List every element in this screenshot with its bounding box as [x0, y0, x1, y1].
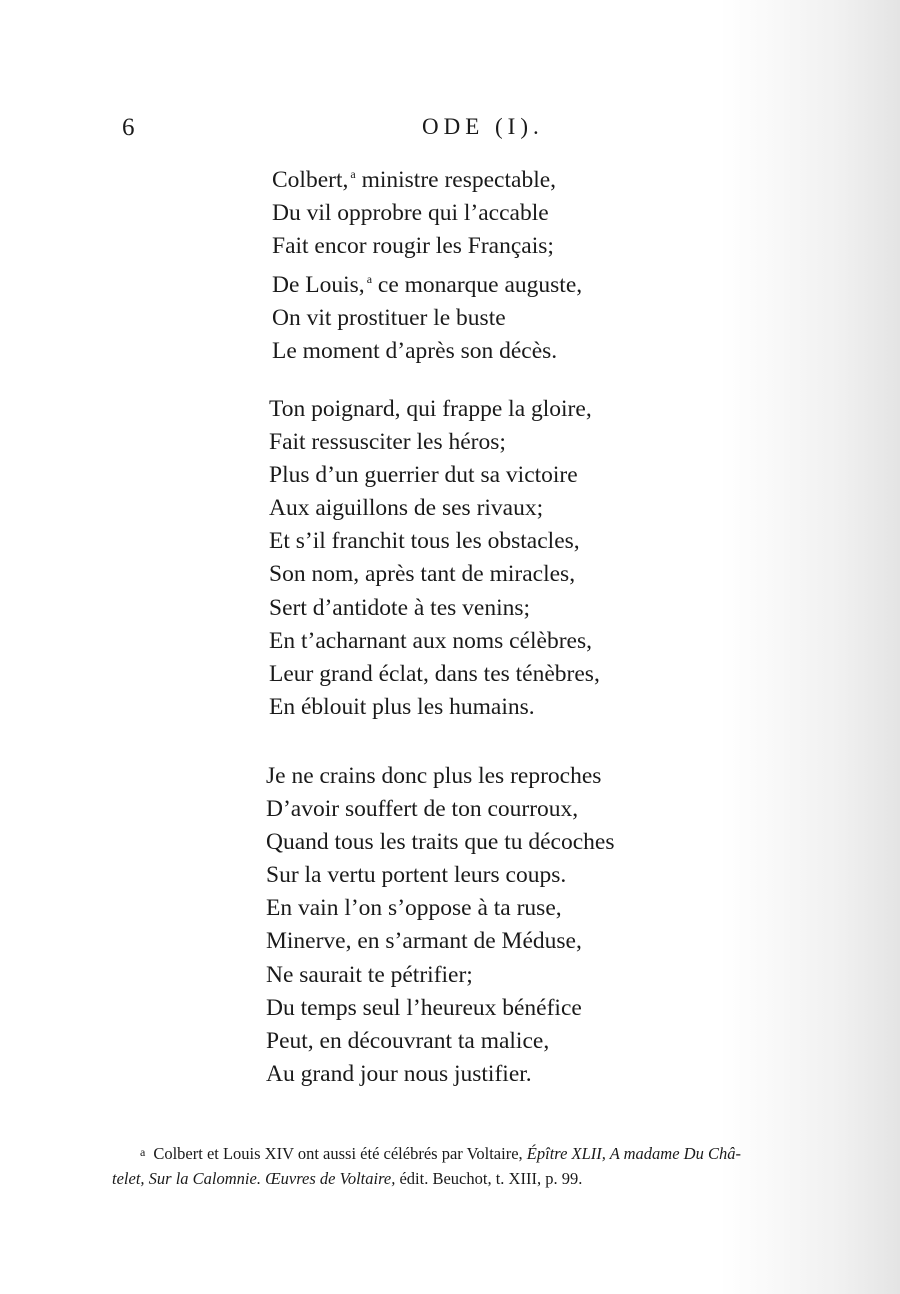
verse-line: Le moment d’après son décès. — [272, 338, 558, 365]
verse-line: Du vil opprobre qui l’accable — [272, 200, 549, 227]
verse-line: Colbert, $^a$ ministre respectable, — [272, 167, 557, 193]
verse-line: Au grand jour nous justifier. — [266, 1060, 532, 1087]
footnote-marker: a — [140, 1145, 146, 1159]
verse-line: Et s’il franchit tous les obstacles, — [269, 528, 580, 555]
running-title: ODE (I). — [422, 114, 544, 139]
footnote-reference: a — [366, 272, 373, 287]
verse-line: Peut, en découvrant ta malice, — [266, 1027, 550, 1054]
verse-line: Sert d’antidote à tes venins; — [269, 594, 531, 621]
verse-line: En éblouit plus les humains. — [269, 693, 535, 720]
verse-line: Son nom, après tant de miracles, — [269, 561, 576, 588]
verse-line: Ne saurait te pétrifier; — [266, 961, 473, 988]
verse-line: Minerve, en s’armant de Méduse, — [266, 928, 582, 955]
verse-line: Quand tous les traits que tu décoches — [266, 829, 615, 856]
stanza-2 — [269, 393, 600, 724]
verse-line: Du temps seul l’heureux bénéfice — [266, 994, 582, 1021]
verse-line: Sur la vertu portent leurs coups. — [266, 862, 567, 889]
page-number: 6 — [122, 114, 135, 141]
stanza-1 — [272, 158, 582, 369]
verse-line: En t’acharnant aux noms célèbres, — [269, 627, 592, 654]
footnote-line: a Colbert et Louis XIV ont aussi été célébrés par Voltaire, Épître XLII, A madame Du Châ- — [140, 1144, 741, 1163]
verse-line: Fait encor rougir les Français; — [272, 233, 554, 260]
verse-line: En vain l’on s’oppose à ta ruse, — [266, 895, 562, 922]
verse-line: On vit prostituer le buste — [272, 305, 506, 332]
stanza-3 — [266, 760, 615, 1091]
footnote-reference: a — [350, 167, 356, 181]
footnote — [112, 1140, 852, 1191]
verse-line: Je ne crains donc plus les reproches — [266, 763, 602, 789]
verse-line: Aux aiguillons de ses rivaux; — [269, 495, 544, 522]
verse-line: Plus d’un guerrier dut sa victoire — [269, 462, 578, 489]
verse-line: De Louis, $^a$ ce monarque auguste, — [272, 272, 583, 299]
verse-line: Leur grand éclat, dans tes ténèbres, — [269, 660, 600, 687]
verse-line: Fait ressusciter les héros; — [269, 429, 506, 456]
verse-line: D’avoir souffert de ton courroux, — [266, 796, 579, 823]
verse-line: Ton poignard, qui frappe la gloire, — [269, 396, 592, 422]
footnote-line: telet, Sur la Calomnie. Œuvres de Voltaire, édit. Beuchot, t. XIII, p. 99. — [112, 1169, 583, 1188]
